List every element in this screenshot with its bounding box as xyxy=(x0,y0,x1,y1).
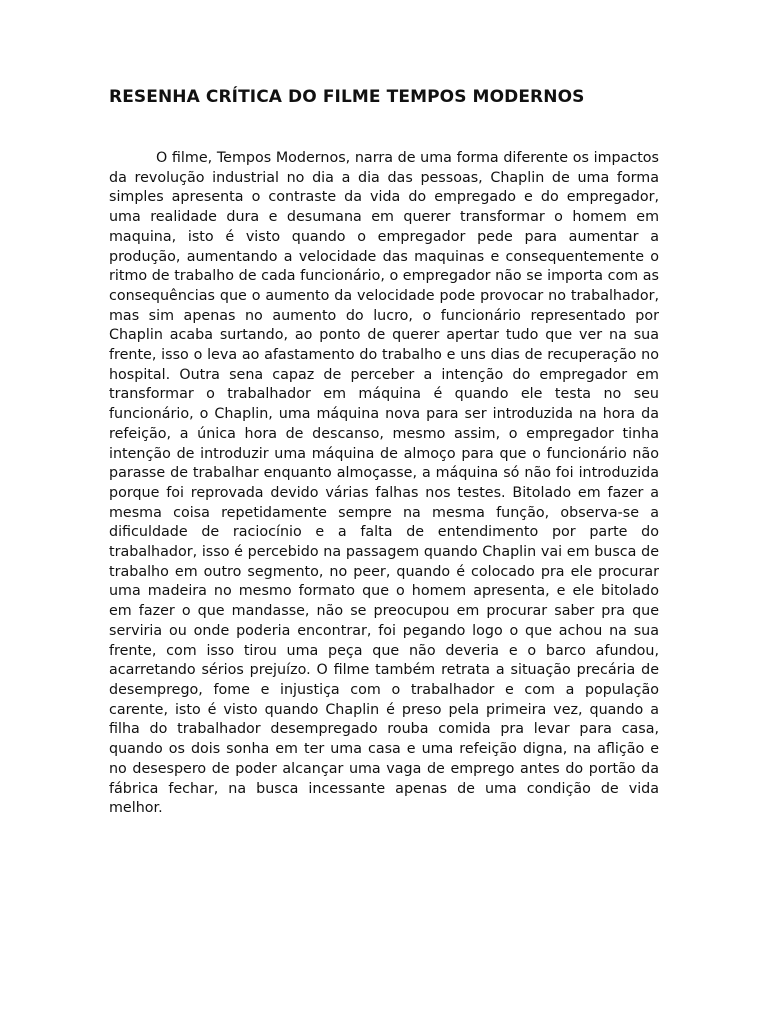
document-title: RESENHA CRÍTICA DO FILME TEMPOS MODERNOS xyxy=(109,87,585,107)
document-body-paragraph: O filme, Tempos Modernos, narra de uma forma diferente os impactos da revolução industrial no dia a dia das pessoas, Chaplin de uma forma simples apresenta o contraste da vida do empregado e do empregador, uma realidade dura e desumana em querer transformar o homem em maquina, isto é visto quando o empregador pede para aumentar a produção, aumentando a velocidade das maquinas e consequentemente o ritmo de trabalho de cada funcionário, o empregador não se importa com as consequências que o aumento da velocidade pode provocar no trabalhador, mas sim apenas no aumento do lucro, o funcionário representado por Chaplin acaba surtando, ao ponto de querer apertar tudo que ver na sua frente, isso o leva ao afastamento do trabalho e uns dias de recuperação no hospital. Outra sena capaz de perceber a intenção do empregador em transformar o trabalhador em máquina é quando ele testa no seu funcionário, o Chaplin, uma máquina nova para ser introduzida na hora da refeição, a única hora de descanso, mesmo assim, o empregador tinha intenção de introduzir uma máquina de almoço para que o funcionário não parasse de trabalhar enquanto almoçasse, a máquina só não foi introduzida porque foi reprovada devido várias falhas nos testes. Bitolado em fazer a mesma coisa repetidamente sempre na mesma função, observa-se a dificuldade de raciocínio e a falta de entendimento por parte do trabalhador, isso é percebido na passagem quando Chaplin vai em busca de trabalho em outro segmento, no peer, quando é colocado pra ele procurar uma madeira no mesmo formato que o homem apresenta, e ele bitolado em fazer o que mandasse, não se preocupou em procurar saber pra que serviria ou onde poderia encontrar, foi pegando logo o que achou na sua frente, com isso tirou uma peça que não deveria e o barco afundou, acarretando sérios prejuízo. O filme também retrata a situação precária de desemprego, fome e injustiça com o trabalhador e com a população carente, isto é visto quando Chaplin é preso pela primeira vez, quando a filha do trabalhador desempregado rouba comida pra levar para casa, quando os dois sonha em ter uma casa e uma refeição digna, na aflição e no desespero de poder alcançar uma vaga de emprego antes do portão da fábrica fechar, na busca incessante apenas de uma condição de vida melhor. xyxy=(109,150,659,817)
